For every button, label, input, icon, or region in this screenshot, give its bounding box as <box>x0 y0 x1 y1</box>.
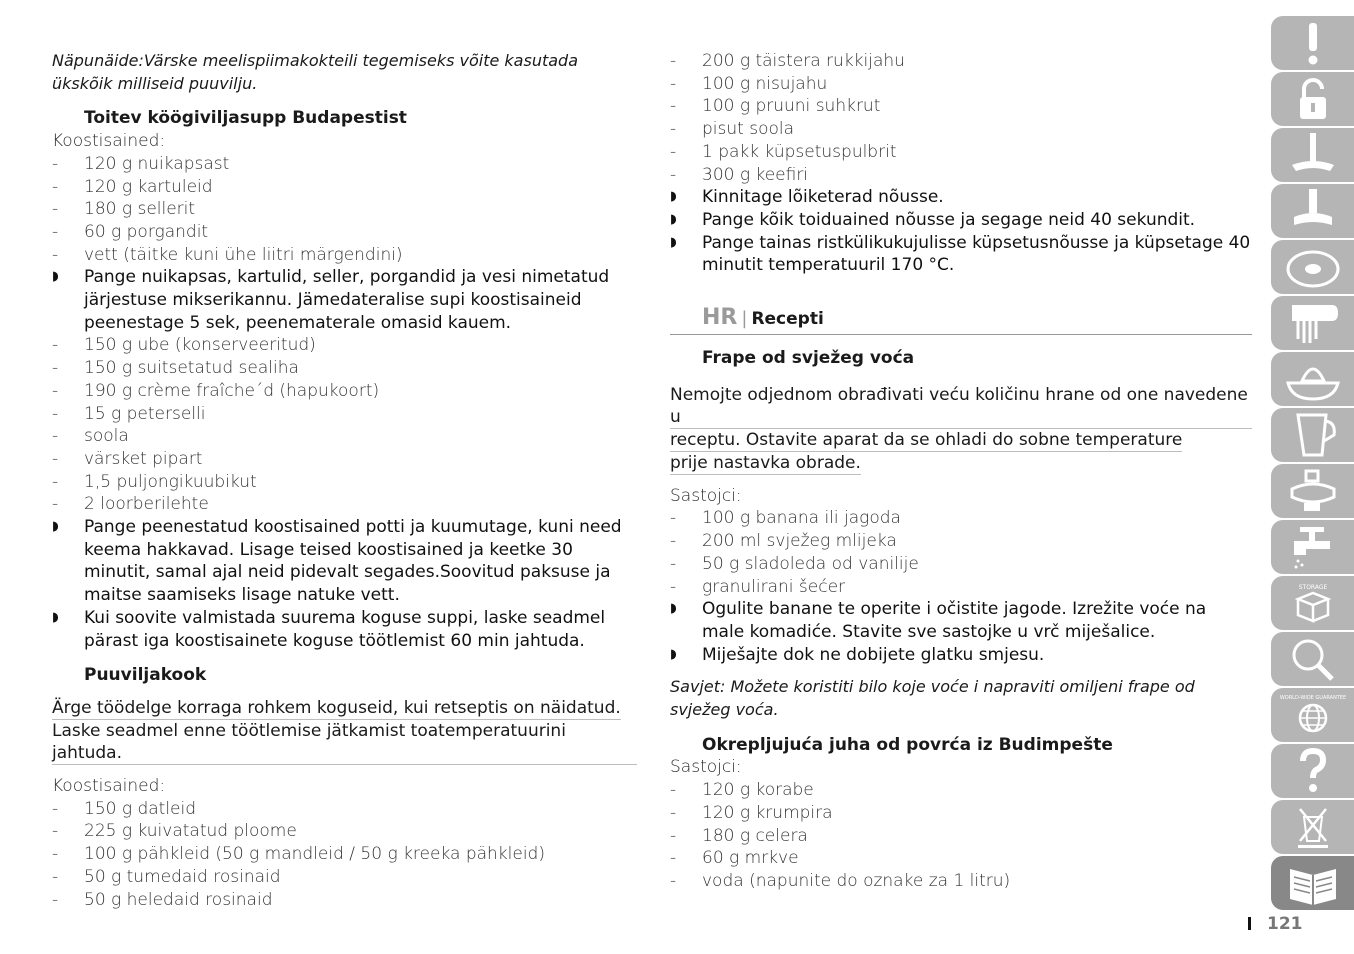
ingredients-label: Koostisained: <box>52 131 166 152</box>
tab-recipe-book[interactable] <box>1271 856 1354 910</box>
unlock-icon <box>1284 75 1342 123</box>
ingredients-label: Sastojci: <box>670 485 742 506</box>
tab-citrus-press[interactable] <box>1271 352 1354 406</box>
tab-globe[interactable] <box>1271 688 1354 742</box>
list-item: - 180 g sellerit <box>52 199 196 220</box>
svg-text:STORAGE: STORAGE <box>1298 584 1327 591</box>
list-item: - vett (täitke kuni ühe liitri märgendini) <box>52 244 403 265</box>
step-item: ◗ Pange peenestatud koostisained potti ja kuumutage, kuni need keema hakkavad. Lisage teised koostisained ja keetke 30 minutit, samal ajal neid pidevalt segades.Soovitud paksuse ja maitse saamiseks lisage natuke vett. <box>52 517 622 606</box>
bullet-icon: ◗ <box>670 601 677 617</box>
ingredient-list <box>52 153 637 267</box>
storage-icon <box>1284 579 1342 627</box>
tab-dough-blade[interactable] <box>1271 184 1354 238</box>
step-item: ◗ Kinnitage lõiketerad nõusse. <box>670 187 944 208</box>
list-item: - 15 g peterselli <box>52 403 206 424</box>
tab-magnifier[interactable] <box>1271 632 1354 686</box>
bullet-icon: ◗ <box>670 234 677 250</box>
tip-note: Savjet: Možete koristiti bilo koje voće i napraviti omiljeni frape od svježeg voća. <box>670 677 1195 720</box>
page-number: 121 <box>1248 914 1303 934</box>
tab-unlock[interactable] <box>1271 72 1354 126</box>
list-item: - soola <box>52 426 129 447</box>
warning-note: Nemojte odjednom obrađivati veću količinu hrane od one navedene u receptu. Ostavite aparat da se ohladi do sobne temperature prije nastavka obrade. <box>670 384 1252 475</box>
bullet-icon: ◗ <box>52 609 59 625</box>
list-item: - 150 g ube (konserveeritud) <box>52 335 316 356</box>
recycle-bin-icon <box>1284 803 1342 851</box>
question-icon <box>1284 747 1342 795</box>
section-title: Recepti <box>751 309 824 330</box>
svg-text:WORLD-WIDE GUARANTEE: WORLD-WIDE GUARANTEE <box>1279 695 1346 701</box>
step-item: ◗ Ogulite banane te operite i očistite jagode. Izrežite voće na male komadiće. Stavite sve sastojke u vrč miješalice. <box>670 599 1207 642</box>
whisk-icon <box>1284 299 1342 347</box>
list-item: - 1,5 puljongikuubikut <box>52 471 257 492</box>
list-item: - voda (napunite do oznake za 1 litru) <box>670 870 1011 891</box>
list-item: - pisut soola <box>670 119 795 140</box>
ingredient-list <box>670 507 1252 598</box>
blender-jug-icon <box>1284 411 1342 459</box>
tab-disc[interactable] <box>1271 240 1354 294</box>
recipe-book-icon <box>1284 859 1342 907</box>
tab-blade[interactable] <box>1271 128 1354 182</box>
language-code: HR <box>702 305 738 331</box>
warning-note: Ärge töödelge korraga rohkem koguseid, kui retseptis on näidatud. Laske seadmel enne töötlemise jätkamist toatemperatuurini jahtuda. <box>52 697 637 765</box>
recipe-title: Frape od svježeg voća <box>702 348 915 369</box>
list-item: - 120 g kartuleid <box>52 176 213 197</box>
list-item: - 60 g mrkve <box>670 848 799 869</box>
recipe-title: Okrepljujuća juha od povrća iz Budimpešte <box>702 734 1113 755</box>
magnifier-icon <box>1284 635 1342 683</box>
bullet-icon: ◗ <box>52 269 59 285</box>
section-header: HR | Recepti <box>670 305 1252 335</box>
step-item: ◗ Pange tainas ristkülikukujulisse küpsetusnõusse ja küpsetage 40 minutit temperatuuril 170 °C. <box>670 232 1251 276</box>
list-item: - 100 g pruuni suhkrut <box>670 96 881 117</box>
list-item: - 120 g nuikapsast <box>52 153 230 174</box>
ingredient-list <box>52 798 637 912</box>
ingredients-label: Sastojci: <box>670 757 742 778</box>
tab-storage[interactable] <box>1271 576 1354 630</box>
list-item: - 200 ml svježeg mlijeka <box>670 531 897 552</box>
step-item: ◗ Pange nuikapsas, kartulid, seller, porgandid ja vesi nimetatud järjestuse mikserikannu. Jämedateralise supi koostisaineid peenestage 5 sek, peenematerale omasid kauem. <box>52 267 610 333</box>
list-item: - 100 g pähkleid (50 g mandleid / 50 g kreeka pähkleid) <box>52 844 545 865</box>
bullet-icon: ◗ <box>52 519 59 535</box>
list-item: - granulirani šećer <box>670 576 846 597</box>
bullet-icon: ◗ <box>670 646 677 662</box>
tap-icon <box>1284 523 1342 571</box>
blade-icon <box>1284 131 1342 179</box>
tip-note: Näpunäide:Värske meelispiimakokteili tegemiseks võite kasutada ükskõik milliseid puuvilju. <box>52 51 578 93</box>
step-item: ◗ Miješajte dok ne dobijete glatku smjesu. <box>670 644 1045 665</box>
step-item: ◗ Kui soovite valmistada suurema koguse suppi, laske seadmel pärast iga koostisainete koguse töötlemist 60 min jahtuda. <box>52 607 606 651</box>
list-item: - 1 pakk küpsetuspulbrit <box>670 141 897 162</box>
citrus-press-icon <box>1284 355 1342 403</box>
list-item: - värsket pipart <box>52 448 203 469</box>
exclamation-icon <box>1284 19 1342 67</box>
list-item: - 190 g crème fraîche´d (hapukoort) <box>52 380 380 401</box>
ingredient-list <box>670 779 1252 893</box>
tab-exclamation[interactable] <box>1271 16 1354 70</box>
left-column <box>52 50 637 911</box>
list-item: - 60 g porgandit <box>52 221 209 242</box>
list-item: - 100 g banana ili jagoda <box>670 508 901 529</box>
list-item: - 200 g täistera rukkijahu <box>670 51 905 71</box>
tab-whisk[interactable] <box>1271 296 1354 350</box>
list-item: - 180 g celera <box>670 825 808 846</box>
ingredients-label: Koostisained: <box>52 775 166 796</box>
list-item: - 300 g keefiri <box>670 164 809 185</box>
globe-icon <box>1279 691 1346 739</box>
recipe-title: Puuviljakook <box>84 665 207 686</box>
step-item: ◗ Pange kõik toiduained nõusse ja segage neid 40 sekundit. <box>670 209 1196 230</box>
right-column <box>670 50 1252 893</box>
tab-recycle-bin[interactable] <box>1271 800 1354 854</box>
dough-blade-icon <box>1284 187 1342 235</box>
list-item: - 50 g tumedaid rosinaid <box>52 866 281 887</box>
list-item: - 2 loorberilehte <box>52 494 209 515</box>
list-item: - 100 g nisujahu <box>670 73 828 94</box>
list-item: - 50 g heledaid rosinaid <box>52 889 273 910</box>
mill-icon <box>1284 467 1342 515</box>
list-item: - 150 g suitsetatud sealiha <box>52 358 299 379</box>
tab-blender-jug[interactable] <box>1271 408 1354 462</box>
recipe-title: Toitev köögiviljasupp Budapestist <box>84 108 407 129</box>
bullet-icon: ◗ <box>670 189 677 205</box>
list-item: - 225 g kuivatatud ploome <box>52 821 297 842</box>
disc-icon <box>1284 243 1342 291</box>
list-item: - 150 g datleid <box>52 798 197 819</box>
tab-question[interactable] <box>1271 744 1354 798</box>
ingredient-list <box>670 50 1252 186</box>
tab-mill[interactable] <box>1271 464 1354 518</box>
list-item: - 120 g korabe <box>670 780 814 801</box>
list-item: - 50 g sladoleda od vanilije <box>670 553 919 574</box>
ingredient-list <box>52 334 637 516</box>
list-item: - 120 g krumpira <box>670 802 833 823</box>
chapter-tabs <box>1271 16 1354 910</box>
bullet-icon: ◗ <box>670 211 677 227</box>
tab-tap[interactable] <box>1271 520 1354 574</box>
